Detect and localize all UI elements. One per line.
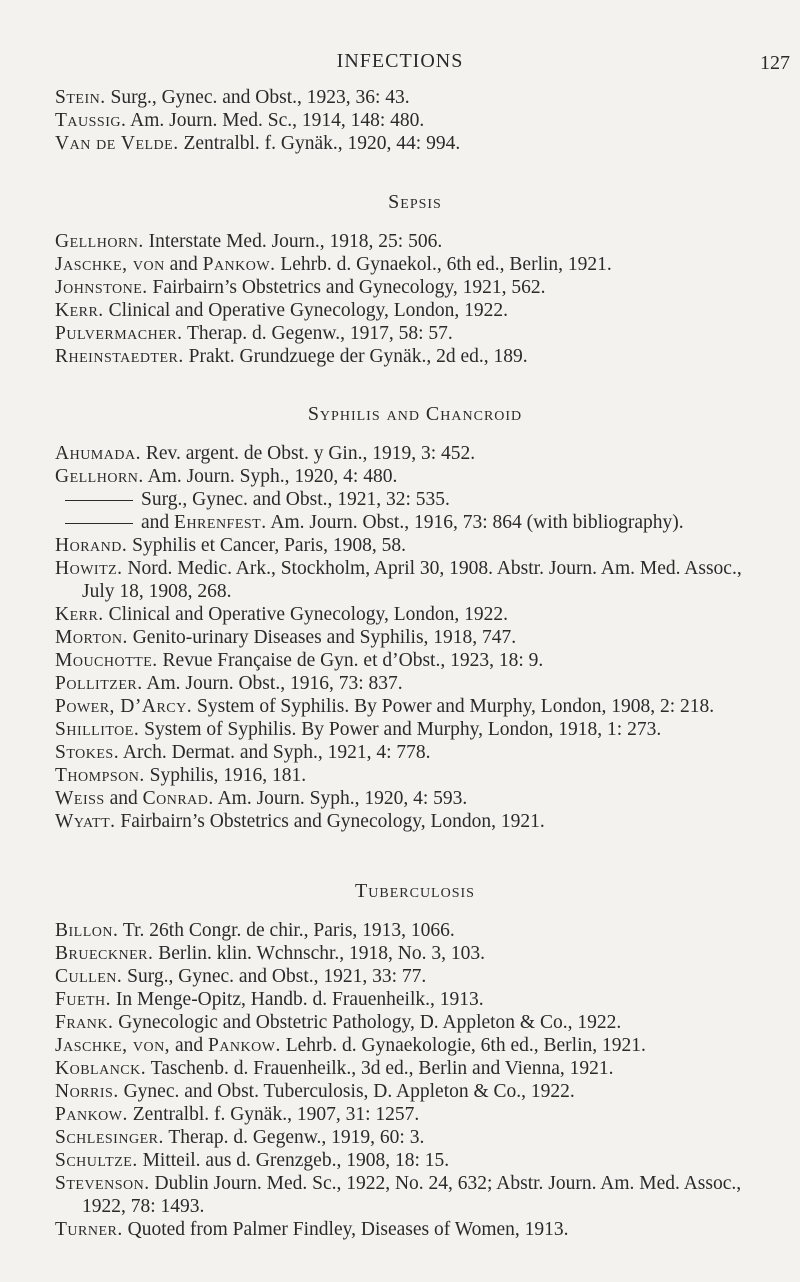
reference-author: Shillitoe. <box>55 719 140 740</box>
reference-entry <box>55 230 775 253</box>
reference-entry <box>55 1034 775 1057</box>
reference-citation: Gynec. and Obst. Tuberculosis, D. Appleton & Co., 1922. <box>118 1081 575 1102</box>
reference-entry <box>55 1149 775 1172</box>
reference-entry <box>55 442 775 465</box>
reference-citation: Fairbairn’s Obstetrics and Gynecology, London, 1921. <box>115 811 545 832</box>
reference-author: Billon. <box>55 920 119 941</box>
reference-author: Schlesinger. <box>55 1127 164 1148</box>
reference-author: Frank. <box>55 1012 114 1033</box>
reference-author: Pulvermacher. <box>55 323 183 344</box>
reference-citation: Am. Journ. Syph., 1920, 4: 593. <box>213 788 468 809</box>
reference-author: Horand. <box>55 535 128 556</box>
reference-author: Gellhorn. <box>55 231 144 252</box>
ditto-dash <box>65 500 133 501</box>
reference-author: Gellhorn. <box>55 466 144 487</box>
reference-entry <box>55 132 775 155</box>
reference-entry <box>55 465 775 488</box>
reference-author: Mouchotte. <box>55 650 158 671</box>
reference-conjunction: and <box>104 788 143 809</box>
reference-entry <box>55 109 775 132</box>
reference-entry <box>55 1011 775 1034</box>
reference-author: Jaschke, von <box>55 254 165 275</box>
reference-entry <box>55 810 775 833</box>
reference-citation: Zentralbl. f. Gynäk., 1907, 31: 1257. <box>127 1104 420 1125</box>
reference-coauthor: Conrad. <box>142 788 214 809</box>
reference-entry <box>55 345 775 368</box>
reference-entry <box>55 695 775 718</box>
reference-entry <box>55 1103 775 1126</box>
reference-author: Brueckner. <box>55 943 154 964</box>
bibliography <box>55 86 775 1241</box>
reference-entry <box>55 557 775 603</box>
reference-citation: Lehrb. d. Gynaekol., 6th ed., Berlin, 1921. <box>275 254 612 275</box>
reference-entry <box>55 1126 775 1149</box>
reference-citation: Therap. d. Gegenw., 1917, 58: 57. <box>182 323 453 344</box>
reference-citation: Zentralbl. f. Gynäk., 1920, 44: 994. <box>178 133 461 154</box>
reference-citation: Tr. 26th Congr. de chir., Paris, 1913, 1066. <box>118 920 455 941</box>
reference-entry <box>55 741 775 764</box>
reference-author: Morton. <box>55 627 128 648</box>
reference-entry <box>55 86 775 109</box>
reference-conjunction: and <box>170 1035 208 1056</box>
reference-entry <box>55 603 775 626</box>
reference-citation: Mitteil. aus d. Grenzgeb., 1908, 18: 15. <box>137 1150 450 1171</box>
syphilis-list <box>55 442 775 833</box>
reference-citation: Am. Journ. Med. Sc., 1914, 148: 480. <box>126 110 425 131</box>
reference-author: Van de Velde. <box>55 133 179 154</box>
reference-entry <box>55 787 775 810</box>
reference-author: Johnstone. <box>55 277 148 298</box>
reference-author: Stein. <box>55 87 106 108</box>
reference-author: Pollitzer. <box>55 673 143 694</box>
page-number: 127 <box>760 52 790 74</box>
section-heading-sepsis: Sepsis <box>388 191 442 213</box>
reference-citation: In Menge-Opitz, Handb. d. Frauenheilk., 1913. <box>111 989 484 1010</box>
reference-entry <box>55 718 775 741</box>
reference-citation: Therap. d. Gegenw., 1919, 60: 3. <box>163 1127 425 1148</box>
reference-author: Jaschke, von, <box>55 1035 171 1056</box>
reference-citation: Quoted from Palmer Findley, Diseases of Women, 1913. <box>122 1219 569 1240</box>
reference-entry <box>55 511 775 534</box>
reference-author: Wyatt. <box>55 811 116 832</box>
reference-entry <box>55 1080 775 1103</box>
reference-citation: System of Syphilis. By Power and Murphy, London, 1908, 2: 218. <box>192 696 715 717</box>
reference-citation: Syphilis et Cancer, Paris, 1908, 58. <box>127 535 406 556</box>
reference-citation: Lehrb. d. Gynaekologie, 6th ed., Berlin, 1921. <box>280 1035 646 1056</box>
section-heading-syphilis: Syphilis and Chancroid <box>307 403 523 425</box>
reference-entry <box>55 253 775 276</box>
reference-author: Fueth. <box>55 989 112 1010</box>
reference-entry <box>55 534 775 557</box>
reference-entry <box>55 942 775 965</box>
reference-citation: Dublin Journ. Med. Sc., 1922, No. 24, 632; Abstr. Journ. Am. Med. Assoc., 1922, 78: 1493. <box>82 1173 742 1217</box>
reference-coauthor: Pankow. <box>207 1035 281 1056</box>
reference-author: Taussig. <box>55 110 127 131</box>
reference-entry <box>55 1172 775 1218</box>
reference-citation: Surg., Gynec. and Obst., 1921, 32: 535. <box>141 489 450 510</box>
reference-entry <box>55 322 775 345</box>
reference-coauthor: Pankow. <box>202 254 276 275</box>
reference-citation: Am. Journ. Syph., 1920, 4: 480. <box>143 466 398 487</box>
reference-citation: Clinical and Operative Gynecology, London, 1922. <box>103 300 509 321</box>
reference-author: Koblanck. <box>55 1058 147 1079</box>
reference-coauthor: Ehrenfest. <box>174 512 267 533</box>
reference-citation: Revue Française de Gyn. et d’Obst., 1923, 18: 9. <box>157 650 544 671</box>
reference-author: Schultze. <box>55 1150 138 1171</box>
reference-author: Thompson. <box>55 765 145 786</box>
reference-entry <box>55 764 775 787</box>
reference-citation: Clinical and Operative Gynecology, London, 1922. <box>103 604 509 625</box>
reference-author: Cullen. <box>55 966 123 987</box>
reference-citation: System of Syphilis. By Power and Murphy, London, 1918, 1: 273. <box>139 719 662 740</box>
reference-entry <box>55 672 775 695</box>
reference-entry <box>55 919 775 942</box>
reference-entry <box>55 299 775 322</box>
reference-author: Turner. <box>55 1219 123 1240</box>
reference-author: Power, D’Arcy. <box>55 696 193 717</box>
reference-entry <box>55 1057 775 1080</box>
sepsis-list <box>55 230 775 368</box>
reference-author: Stevenson. <box>55 1173 150 1194</box>
reference-entry <box>55 626 775 649</box>
reference-entry <box>55 965 775 988</box>
reference-citation: Rev. argent. de Obst. y Gin., 1919, 3: 452. <box>140 443 476 464</box>
reference-author: Kerr. <box>55 604 104 625</box>
reference-author: Stokes. <box>55 742 120 763</box>
reference-entry <box>55 988 775 1011</box>
reference-citation: Berlin. klin. Wchnschr., 1918, No. 3, 103. <box>153 943 485 964</box>
reference-citation: Taschenb. d. Frauenheilk., 3d ed., Berlin and Vienna, 1921. <box>146 1058 614 1079</box>
reference-author: Weiss <box>55 788 105 809</box>
reference-citation: Arch. Dermat. and Syph., 1921, 4: 778. <box>119 742 431 763</box>
reference-author: Kerr. <box>55 300 104 321</box>
reference-entry <box>55 649 775 672</box>
reference-entry <box>55 1218 775 1241</box>
running-head: INFECTIONS <box>336 50 464 72</box>
reference-entry <box>55 276 775 299</box>
reference-entry <box>55 488 775 511</box>
reference-citation: Nord. Medic. Ark., Stockholm, April 30, 1908. Abstr. Journ. Am. Med. Assoc., July 18, 1908, 268. <box>82 558 742 602</box>
reference-citation: Am. Journ. Obst., 1916, 73: 837. <box>142 673 403 694</box>
ditto-dash <box>65 523 133 524</box>
reference-citation: Surg., Gynec. and Obst., 1923, 36: 43. <box>105 87 410 108</box>
reference-author: Ahumada. <box>55 443 141 464</box>
reference-conjunction: and <box>141 512 175 533</box>
reference-citation: Fairbairn’s Obstetrics and Gynecology, 1921, 562. <box>147 277 546 298</box>
reference-author: Howitz. <box>55 558 123 579</box>
reference-author: Norris. <box>55 1081 119 1102</box>
reference-citation: Genito-urinary Diseases and Syphilis, 1918, 747. <box>127 627 517 648</box>
reference-citation: Prakt. Grundzuege der Gynäk., 2d ed., 189. <box>183 346 528 367</box>
reference-citation: Interstate Med. Journ., 1918, 25: 506. <box>143 231 443 252</box>
intro-list <box>55 86 775 155</box>
reference-author: Rheinstaedter. <box>55 346 184 367</box>
section-heading-tuberculosis: Tuberculosis <box>355 880 475 902</box>
reference-citation: Gynecologic and Obstetric Pathology, D. Appleton & Co., 1922. <box>113 1012 622 1033</box>
tuberculosis-list <box>55 919 775 1241</box>
reference-citation: Am. Journ. Obst., 1916, 73: 864 (with bibliography). <box>266 512 684 533</box>
reference-citation: Syphilis, 1916, 181. <box>144 765 307 786</box>
reference-citation: Surg., Gynec. and Obst., 1921, 33: 77. <box>122 966 427 987</box>
reference-author: Pankow. <box>55 1104 128 1125</box>
reference-conjunction: and <box>164 254 203 275</box>
